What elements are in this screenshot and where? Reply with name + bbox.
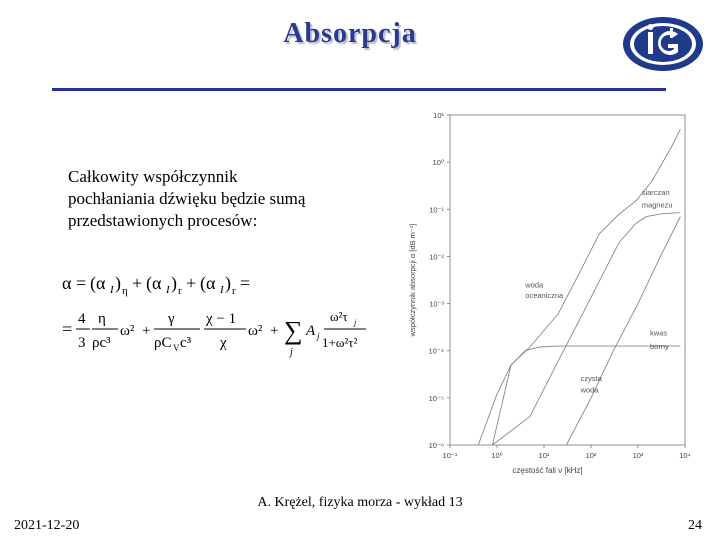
x-tick-label: 10¹ (538, 451, 550, 460)
series-line (478, 346, 680, 445)
x-tick-label: 10⁻¹ (442, 451, 458, 460)
formula-term-1: (α (90, 273, 106, 293)
body-line-3: przedstawionych procesów: (68, 211, 258, 230)
formula-chi-num: χ − 1 (206, 311, 237, 327)
y-tick-label: 10⁻³ (429, 299, 444, 309)
formula-eq-1: = (76, 273, 87, 293)
svg-text:+: + (270, 323, 279, 339)
svg-text:c³: c³ (180, 335, 192, 351)
svg-text:+: + (132, 273, 143, 293)
formula-alpha: α (62, 273, 72, 293)
absorption-formula (60, 265, 370, 360)
svg-text:): ) (171, 273, 177, 293)
svg-text:j: j (317, 331, 320, 341)
svg-text:r: r (232, 285, 236, 297)
x-tick-label: 10⁰ (491, 451, 503, 460)
formula-omega2-b: ω² (248, 323, 263, 339)
svg-text:=: = (240, 273, 251, 293)
title-underline (52, 88, 666, 91)
formula-term-3: (α (200, 273, 216, 293)
formula-omega2: ω² (120, 323, 135, 339)
chart-annotation: woda (525, 280, 544, 290)
formula-eq-2: = (62, 319, 73, 339)
chart-annotation: magnezu (641, 200, 673, 210)
svg-text:): ) (115, 273, 121, 293)
y-tick-label: 10⁻⁴ (428, 346, 444, 356)
formula-sum: ∑ (284, 316, 303, 345)
formula-gamma-num: γ (168, 311, 175, 327)
y-tick-label: 10⁻⁶ (428, 441, 444, 450)
chart-annotation: czysta (580, 373, 602, 383)
absorption-chart (405, 105, 705, 480)
university-logo-icon (620, 14, 706, 74)
formula-last-den: 1+ω²τ² (322, 335, 358, 350)
chart-frame (450, 115, 685, 445)
y-tick-label: 10⁻⁵ (428, 393, 444, 403)
svg-text:V: V (173, 343, 180, 353)
x-tick-label: 10⁴ (679, 451, 691, 460)
page-number: 24 (688, 518, 702, 533)
y-tick-label: 10⁻¹ (429, 205, 444, 215)
chart-annotation: woda (580, 385, 599, 395)
slide-title: Absorpcja (283, 18, 417, 49)
y-axis-label: współczynnik absorpcji α [dB m⁻¹] (408, 223, 417, 337)
body-line-1: Całkowity współczynnik (68, 167, 238, 186)
svg-text:): ) (225, 273, 231, 293)
formula-frac-den: 3 (78, 335, 86, 351)
body-text (68, 166, 408, 232)
svg-text:I: I (166, 284, 170, 296)
series-line (492, 129, 680, 445)
chart-annotation: borny (649, 341, 669, 351)
svg-text:j: j (354, 318, 357, 327)
formula-eta-den: ρc³ (92, 335, 111, 351)
formula-sum-index: j (290, 347, 293, 358)
formula-gamma-den: ρC (154, 335, 172, 351)
y-tick-label: 10⁰ (432, 158, 444, 168)
chart-annotation: oceaniczna (525, 291, 564, 301)
footer-author: A. Krężel, fizyka morza - wykład 13 (257, 495, 463, 510)
chart-annotation: siarczan (641, 188, 670, 198)
formula-term-2: (α (146, 273, 162, 293)
svg-text:r: r (178, 285, 182, 297)
body-line-2: pochłaniania dźwięku będzie sumą (68, 189, 306, 208)
formula-last-num: ω²τ (330, 309, 348, 324)
footer-date: 2021-12-20 (14, 518, 80, 533)
x-tick-label: 10³ (632, 451, 644, 460)
y-tick-label: 10¹ (433, 111, 444, 120)
formula-Aj: A (306, 323, 316, 339)
y-tick-label: 10⁻² (429, 252, 444, 262)
formula-eta-num: η (98, 311, 106, 327)
formula-frac-num: 4 (78, 311, 86, 327)
formula-chi-den: χ (220, 335, 227, 351)
x-axis-label: częstość fali ν [kHz] (512, 466, 583, 475)
svg-text:η: η (122, 285, 128, 297)
x-tick-label: 10² (585, 451, 597, 460)
chart-annotation: kwas (649, 328, 668, 338)
svg-text:+: + (186, 273, 197, 293)
svg-text:I: I (220, 284, 224, 296)
svg-text:I: I (110, 284, 114, 296)
svg-text:+: + (142, 323, 151, 339)
